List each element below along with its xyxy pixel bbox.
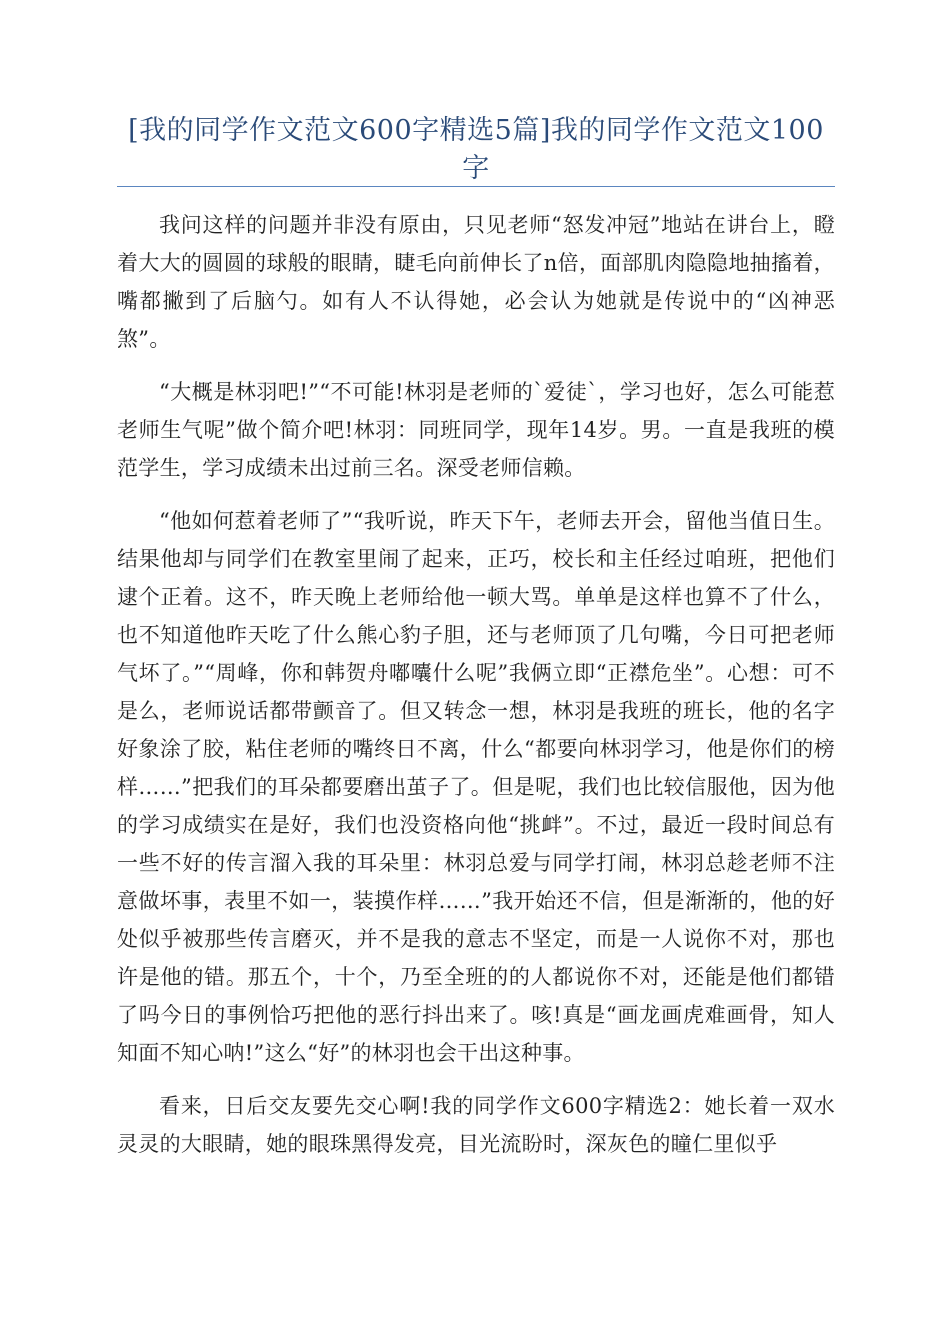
paragraph-3: “他如何惹着老师了”“我听说，昨天下午，老师去开会，留他当值日生。结果他却与同学们在教室里闹了起来，正巧，校长和主任经过咱班，把他们逮个正着。这不，昨天晚上老师给他一顿大骂。单单是这样也算不了什么，也不知道他昨天吃了什么熊心豹子胆，还与老师顶了几句嘴，今日可把老师气坏了。”“周峰，你和韩贺舟嘟囔什么呢”我俩立即“正襟危坐”。心想：可不是么，老师说话都带颤音了。但又转念一想，林羽是我班的班长，他的名字好象涂了胶，粘住老师的嘴终日不离，什么“都要向林羽学习，他是你们的榜样……”把我们的耳朵都要磨出茧子了。但是呢，我们也比较信服他，因为他的学习成绩实在是好，我们也没资格向他“挑衅”。不过，最近一段时间总有一些不好的传言溜入我的耳朵里：林羽总爱与同学打闹，林羽总趁老师不注意做坏事，表里不如一，装摸作样……”我开始还不信，但是渐渐的，他的好处似乎被那些传言磨灭，并不是我的意志不坚定，而是一人说你不对，那也许是他的错。那五个，十个，乃至全班的的人都说你不对，还能是他们都错了吗今日的事例恰巧把他的恶行抖出来了。咳!真是“画龙画虎难画骨，知人知面不知心呐!”这么“好”的林羽也会干出这种事。	[117, 509, 835, 1065]
paragraph-1: 我问这样的问题并非没有原由，只见老师“怒发冲冠”地站在讲台上，瞪着大大的圆圆的球般的眼睛，睫毛向前伸长了n倍，面部肌肉隐隐地抽搐着，嘴都撇到了后脑勺。如有人不认得她，必会认为她就是传说中的“凶神恶煞”。	[117, 213, 835, 351]
title-underline-divider	[117, 186, 835, 187]
paragraph-4: 看来，日后交友要先交心啊!我的同学作文600字精选2：她长着一双水灵灵的大眼睛，她的眼珠黑得发亮，目光流盼时，深灰色的瞳仁里似乎	[117, 1094, 835, 1156]
document-title: [我的同学作文范文600字精选5篇]我的同学作文范文100字	[128, 115, 824, 184]
document-body	[117, 206, 835, 1178]
paragraph-2: “大概是林羽吧!”“不可能!林羽是老师的`爱徒`，学习也好，怎么可能惹老师生气呢”做个简介吧!林羽：同班同学，现年14岁。男。一直是我班的模范学生，学习成绩未出过前三名。深受老师信赖。	[117, 380, 835, 480]
